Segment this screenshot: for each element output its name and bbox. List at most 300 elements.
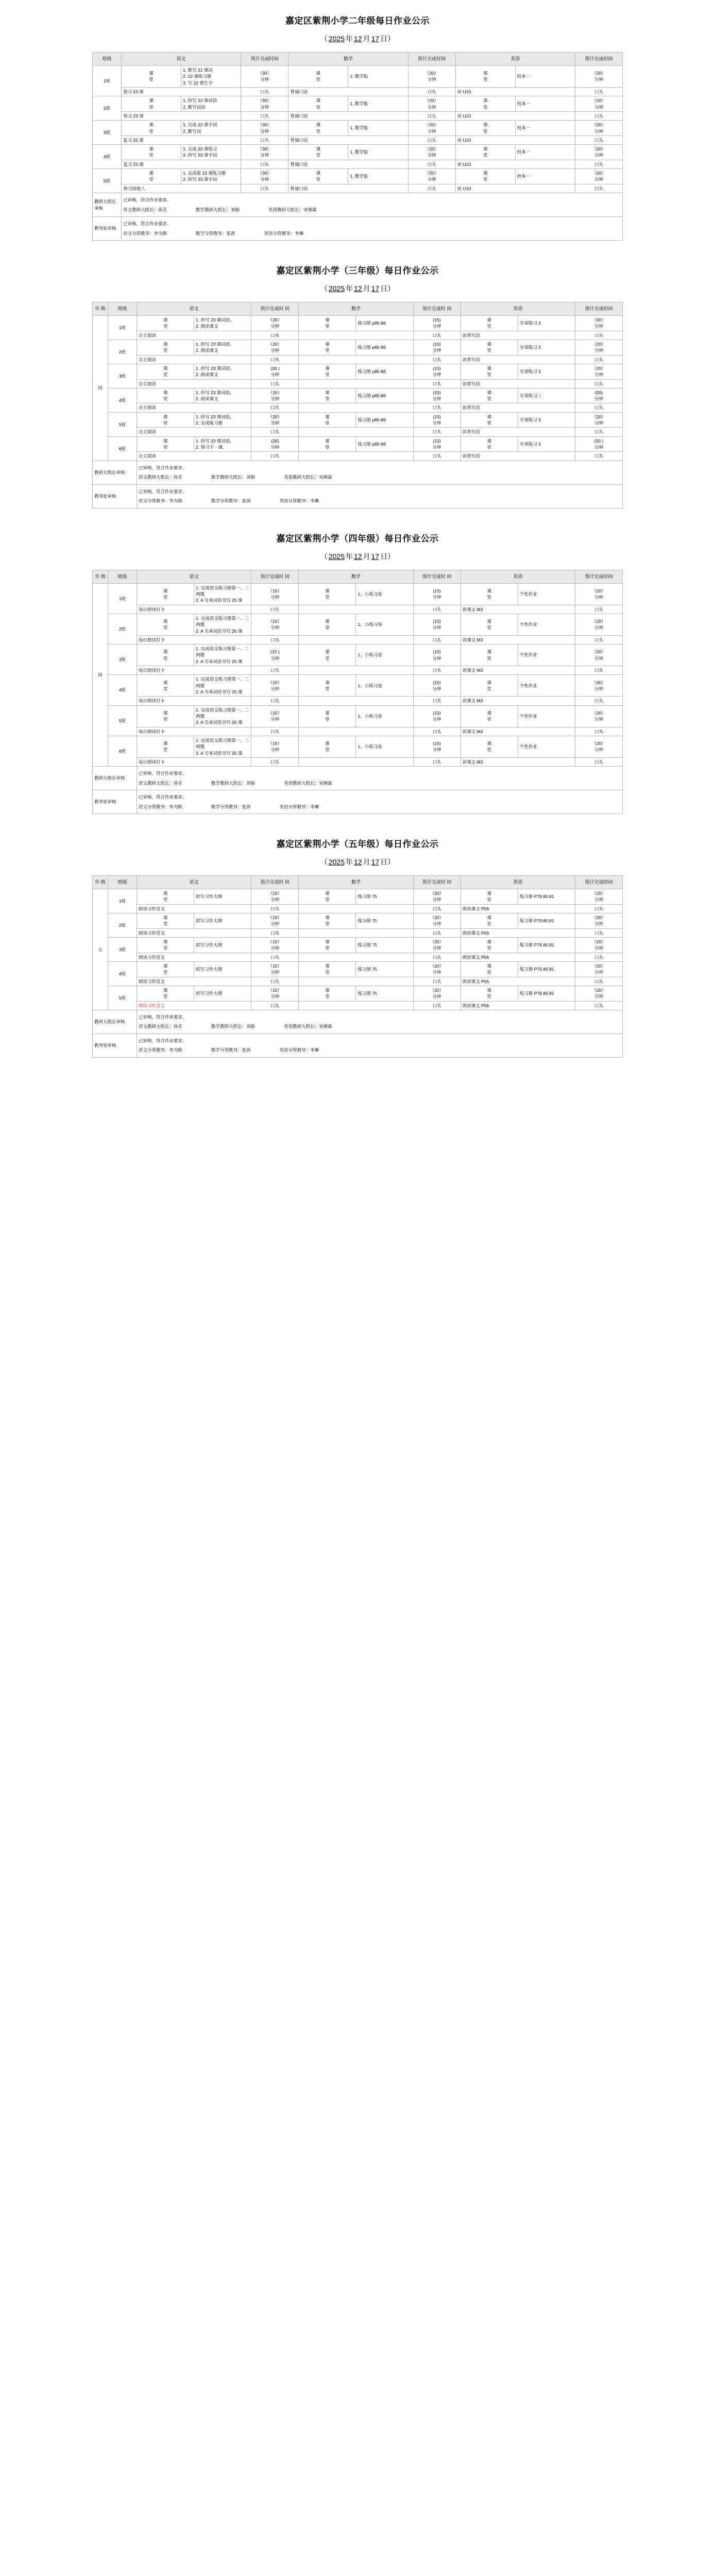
math-est-time: 口头 (413, 1001, 461, 1010)
classroom-char: 堂 (325, 655, 330, 661)
date-year: 2025 (328, 35, 345, 43)
english-est-time: （20） 分钟 (575, 169, 623, 184)
english-est-time: （20） 分钟 (575, 316, 623, 331)
math-est-time: 口头 (413, 977, 461, 986)
classroom-char: 课 (483, 122, 488, 128)
chinese-task: 朗读习作范文 (137, 953, 251, 961)
table-row (93, 340, 623, 355)
chinese-task: 每日朗读打卡 (137, 727, 251, 736)
chinese-task: 1. 抄写 23 课词语。 2. 预习下一课。 (194, 436, 251, 452)
classroom-marker-chinese (137, 961, 194, 977)
table-row (93, 145, 623, 160)
english-task: 校本一 (515, 169, 575, 184)
approved-text: 已审核，符合作业要求。 (139, 771, 187, 776)
header-english: 英语 (461, 570, 575, 583)
chinese-est-time: （15） 分钟 (251, 675, 299, 697)
chinese-task: 1. 完成 23 课练习 2. 抄写 23 课字词 (181, 145, 241, 160)
english-task: 专项练习 3 (518, 412, 575, 428)
reviewer-names (139, 804, 621, 810)
classroom-marker-english (461, 340, 518, 355)
math-est-time: (15) 分钟 (413, 705, 461, 727)
chinese-task: 自主阅读 (137, 331, 251, 340)
chinese-est-time: 口头 (251, 331, 299, 340)
math-task (299, 977, 413, 986)
classroom-char: 堂 (149, 177, 154, 182)
date-month: 12 (354, 552, 362, 561)
homework-table (92, 302, 623, 509)
classroom-char: 课 (163, 438, 168, 444)
table-row (93, 757, 623, 766)
reviewer-math: 数学教研大组长：刘娟 (196, 207, 240, 212)
grade-cell: 五 (93, 889, 108, 1010)
classroom-char: 课 (483, 171, 488, 176)
english-task: 专项练习 3 (518, 340, 575, 355)
classroom-marker-chinese (137, 705, 194, 727)
classroom-char: 堂 (487, 396, 491, 402)
classroom-char: 堂 (487, 655, 491, 661)
classroom-char: 课 (316, 71, 321, 76)
header-class: 班级 (93, 53, 122, 66)
chinese-task: 拟写习作大纲 (194, 938, 251, 953)
classroom-marker-math (299, 889, 356, 905)
review-body (137, 1010, 623, 1033)
english-est-time: 口头 (575, 757, 623, 766)
chinese-task: 朗读习作范文 (137, 904, 251, 913)
english-est-time: 口头 (575, 666, 623, 675)
chinese-task: 预习 23 课 (122, 87, 241, 96)
math-est-time: (15) 分钟 (413, 583, 461, 605)
english-task: 校本一 (515, 121, 575, 136)
classroom-char: 堂 (163, 396, 168, 402)
english-task: 朗读课文 P56 (461, 904, 575, 913)
math-task (299, 452, 413, 461)
english-task: 读背写话 (461, 331, 575, 340)
english-est-time: （20） 分钟 (575, 986, 623, 1001)
classroom-char: 堂 (487, 945, 491, 951)
table-row (93, 986, 623, 1001)
classroom-char: 堂 (487, 897, 491, 903)
classroom-char: 课 (487, 891, 491, 896)
english-task: 专项练习 3 (518, 316, 575, 331)
classroom-char: 堂 (163, 994, 168, 999)
classroom-char: 课 (487, 619, 491, 624)
chinese-task: 1. 抄写 23 课词语。 2. 朗读课文 (194, 388, 251, 403)
english-est-time: （20） 分钟 (575, 121, 623, 136)
math-task (299, 379, 413, 388)
classroom-char: 堂 (316, 152, 321, 158)
table-row (93, 889, 623, 905)
header-english-time: 预计完成时间 (575, 876, 623, 889)
math-task (299, 403, 413, 412)
header-grade: 年 级 (93, 570, 108, 583)
approved-text: 已审核，符合作业要求。 (139, 488, 187, 494)
homework-table (92, 570, 623, 815)
english-est-time: 口头 (575, 87, 623, 96)
page-title: 嘉定区紫荆小学二年级每日作业公示 (285, 16, 430, 26)
english-task: 读 U10 (455, 184, 575, 193)
chinese-est-time: 口头 (251, 757, 299, 766)
math-task: 1. 数学报 (348, 145, 408, 160)
classroom-marker-math (299, 340, 356, 355)
classroom-marker-math (299, 913, 356, 929)
sections-root (0, 0, 715, 1058)
class-name-cell: 5班 (108, 986, 137, 1010)
english-est-time: （20） 分钟 (575, 364, 623, 379)
english-task: 练习册 P79.80.81 (518, 913, 575, 929)
english-task: 读背写话 (461, 452, 575, 461)
english-task: 读 U10 (455, 87, 575, 96)
classroom-char: 课 (163, 680, 168, 685)
publish-date: （ 2025 年 12 月 17 日） (320, 35, 395, 43)
math-task: 背诵口诀 (288, 87, 408, 96)
classroom-char: 课 (325, 588, 330, 594)
english-est-time: 口头 (575, 428, 623, 436)
classroom-marker-math (299, 938, 356, 953)
table-row (93, 452, 623, 461)
classroom-char: 堂 (163, 625, 168, 631)
classroom-char: 课 (487, 710, 491, 716)
review-body (137, 461, 623, 484)
table-row (93, 111, 623, 120)
math-est-time: 口头 (413, 428, 461, 436)
header-math: 数学 (299, 876, 413, 889)
english-est-time: （20） 分钟 (575, 913, 623, 929)
classroom-char: 课 (325, 891, 330, 896)
chinese-task: 每日朗读打卡 (137, 666, 251, 675)
classroom-marker-chinese (137, 645, 194, 666)
chinese-task: 自主阅读 (137, 428, 251, 436)
reviewer-english: 英语分管教导：李琳 (279, 1047, 319, 1053)
math-est-time: 口头 (408, 184, 455, 193)
math-task (299, 953, 413, 961)
classroom-char: 课 (487, 680, 491, 685)
classroom-char: 课 (163, 341, 168, 347)
math-task: 练习册 p85-86 (356, 436, 413, 452)
reviewer-chinese: 语文教研大组长：孙芳 (139, 780, 183, 786)
table-row (93, 436, 623, 452)
reviewer-chinese: 语文分管教导：李为陈 (123, 230, 167, 236)
grade-cell: 四 (93, 316, 108, 461)
header-class: 班级 (108, 876, 137, 889)
classroom-char: 课 (325, 741, 330, 747)
classroom-marker-english (461, 889, 518, 905)
math-task (299, 727, 413, 736)
classroom-marker-math (288, 96, 348, 112)
math-task: 练习册 75 (356, 986, 413, 1001)
chinese-est-time: （15） 分钟 (251, 986, 299, 1001)
date-month: 12 (354, 284, 362, 293)
reviewer-chinese: 语文分管教导：李为陈 (139, 498, 183, 504)
classroom-char: 堂 (325, 970, 330, 975)
publish-date: （ 2025 年 12 月 17 日） (320, 858, 395, 867)
header-grade: 年 级 (93, 876, 108, 889)
teaching-office-row (93, 1033, 623, 1057)
english-est-time: （20） 分钟 (575, 736, 623, 757)
approved-text: 已审核，符合作业要求。 (139, 465, 187, 470)
reviewer-chinese: 语文教研大组长：孙芳 (123, 207, 167, 212)
table-row (93, 913, 623, 929)
math-est-time: （20） 分钟 (413, 961, 461, 977)
review-body (137, 767, 623, 790)
chinese-task: 1. 完成语文练习册第一、二两题 2. A 号本词语书写 25 课 (194, 614, 251, 635)
english-est-time: (20 ) 分钟 (575, 436, 623, 452)
table-row (93, 605, 623, 614)
chinese-est-time: （15） 分钟 (251, 938, 299, 953)
english-est-time: （20） 分钟 (575, 938, 623, 953)
classroom-char: 课 (487, 588, 491, 594)
classroom-marker-math (299, 614, 356, 635)
classroom-marker-english (461, 388, 518, 403)
english-est-time: 口头 (575, 727, 623, 736)
classroom-marker-chinese (137, 986, 194, 1001)
class-name-cell: 5班 (93, 169, 122, 193)
reviewer-names (139, 780, 621, 786)
chinese-task: 每日朗读打卡 (137, 697, 251, 705)
table-row (93, 953, 623, 961)
chinese-task: 1. 默写 21 课词 2. 22 课练习册 3. 写 22 课生字 (181, 66, 241, 88)
classroom-marker-english (455, 145, 515, 160)
chinese-task: 拟写习作大纲 (194, 913, 251, 929)
chinese-task: 1. 完成语文练习册第一、二两题 2. A 号本词语书写 25 课 (194, 736, 251, 757)
classroom-char: 堂 (487, 717, 491, 722)
classroom-char: 课 (483, 146, 488, 152)
class-name-cell: 2班 (108, 913, 137, 938)
table-row (93, 355, 623, 364)
header-english-time: 预计完成时间 (575, 302, 623, 316)
table-row (93, 403, 623, 412)
english-task: 个性作业 (518, 583, 575, 605)
chinese-est-time: 口头 (251, 379, 299, 388)
classroom-marker-english (455, 96, 515, 112)
chinese-est-time: 口头 (251, 452, 299, 461)
classroom-char: 课 (149, 122, 154, 128)
chinese-est-time: 口头 (251, 953, 299, 961)
english-task: 校本一 (515, 96, 575, 112)
chinese-est-time: （15） 分钟 (251, 913, 299, 929)
math-task: 练习册 p85-86 (356, 412, 413, 428)
class-name-cell: 3班 (108, 938, 137, 962)
english-est-time: 口头 (575, 403, 623, 412)
classroom-marker-english (461, 986, 518, 1001)
classroom-char: 课 (163, 649, 168, 655)
review-label: 教导处审核 (93, 484, 137, 508)
chinese-est-time: 口头 (251, 697, 299, 705)
classroom-marker-chinese (137, 388, 194, 403)
classroom-char: 课 (163, 389, 168, 395)
math-task: 1. 数学报 (348, 96, 408, 112)
classroom-char: 课 (487, 365, 491, 371)
table-row (93, 583, 623, 605)
reviewer-english: 英语教研大组长：宋俐霖 (284, 474, 332, 480)
class-name-cell: 3班 (93, 121, 122, 145)
table-row (93, 412, 623, 428)
table-row (93, 928, 623, 937)
english-est-time: 口头 (575, 111, 623, 120)
math-task (299, 635, 413, 644)
classroom-char: 课 (487, 389, 491, 395)
math-est-time: 口头 (408, 111, 455, 120)
classroom-char: 堂 (487, 994, 491, 999)
class-name-cell: 1班 (108, 889, 137, 913)
classroom-char: 课 (325, 317, 330, 323)
math-est-time: 口头 (413, 635, 461, 644)
class-name-cell: 3班 (108, 645, 137, 675)
classroom-char: 堂 (325, 372, 330, 378)
english-est-time: （20） 分钟 (575, 675, 623, 697)
table-row (93, 160, 623, 168)
english-est-time: 口头 (575, 904, 623, 913)
header-english-time: 预计完成时间 (575, 53, 623, 66)
classroom-char: 课 (316, 122, 321, 128)
english-task: 朗读课文 P56 (461, 1001, 575, 1010)
chinese-est-time: （30） 分钟 (241, 145, 288, 160)
classroom-marker-chinese (122, 169, 181, 184)
classroom-marker-math (299, 316, 356, 331)
math-est-time: (15) 分钟 (413, 645, 461, 666)
chinese-est-time: 口头 (241, 87, 288, 96)
math-est-time: 口头 (413, 355, 461, 364)
reviewer-chinese: 语文分管教导：李为陈 (139, 804, 183, 809)
classroom-marker-chinese (137, 736, 194, 757)
math-task (299, 904, 413, 913)
chinese-est-time: 口头 (251, 977, 299, 986)
english-task: 专项练习 3 (518, 436, 575, 452)
classroom-char: 课 (325, 680, 330, 685)
classroom-char: 堂 (149, 128, 154, 134)
class-name-cell: 4班 (108, 961, 137, 986)
english-task: 读课文 M3 (461, 757, 575, 766)
classroom-char: 堂 (316, 104, 321, 110)
header-math-time: 预计完成时 间 (413, 302, 461, 316)
classroom-char: 堂 (483, 152, 488, 158)
classroom-marker-math (299, 583, 356, 605)
reviewer-english: 英语分管教导：李琳 (279, 498, 319, 504)
english-task: 练习册 P79.80.81 (518, 938, 575, 953)
classroom-char: 堂 (325, 348, 330, 353)
chinese-est-time: （20） 分钟 (251, 412, 299, 428)
chinese-task: 1. 抄写 23 课词语。 2. 完成练习册 (194, 412, 251, 428)
review-label: 教研大组长审核 (93, 1010, 137, 1033)
classroom-char: 堂 (325, 921, 330, 927)
reviewer-names (139, 1023, 621, 1029)
classroom-char: 堂 (325, 625, 330, 631)
english-task: 读课文 M3 (461, 727, 575, 736)
classroom-char: 堂 (483, 177, 488, 182)
approved-text: 已审核，符合作业要求。 (139, 1014, 187, 1020)
classroom-char: 堂 (483, 128, 488, 134)
table-row (93, 364, 623, 379)
english-est-time: （20） 分钟 (575, 705, 623, 727)
classroom-char: 堂 (163, 747, 168, 753)
table-row (93, 977, 623, 986)
classroom-char: 堂 (163, 445, 168, 450)
classroom-char: 课 (325, 987, 330, 993)
chinese-task: 自主阅读 (137, 403, 251, 412)
math-est-time: 口头 (413, 666, 461, 675)
classroom-char: 堂 (487, 420, 491, 426)
table-header-row (93, 876, 623, 889)
classroom-char: 堂 (487, 372, 491, 378)
classroom-marker-math (299, 412, 356, 428)
math-task: 背诵口诀 (288, 135, 408, 144)
chinese-task: 1. 完成 22 课字词 2. 默写词 (181, 121, 241, 136)
classroom-char: 课 (325, 365, 330, 371)
english-est-time: （20） 分钟 (575, 66, 623, 88)
classroom-marker-english (461, 364, 518, 379)
review-label: 教研大组长审核 (93, 461, 137, 484)
classroom-char: 课 (163, 987, 168, 993)
english-est-time: (20) 分钟 (575, 388, 623, 403)
header-english-time: 预计完成时间 (575, 570, 623, 583)
math-task: 1、小练习卷 (356, 614, 413, 635)
classroom-char: 堂 (163, 970, 168, 975)
date-day: 17 (371, 284, 380, 293)
classroom-char: 堂 (163, 420, 168, 426)
classroom-marker-math (299, 705, 356, 727)
classroom-char: 课 (325, 649, 330, 655)
reviewer-math: 数学分管教导：张茜 (211, 498, 251, 504)
chinese-est-time: 口头 (251, 428, 299, 436)
date-day: 17 (371, 858, 380, 867)
classroom-char: 课 (163, 710, 168, 716)
classroom-char: 堂 (163, 945, 168, 951)
classroom-marker-math (299, 961, 356, 977)
math-est-time: (15) 分钟 (413, 736, 461, 757)
chinese-task: 每日朗读打卡 (137, 635, 251, 644)
chinese-task: 1. 完成语文练习册第一、二两题 2. A 号本词语书写 25 课 (194, 675, 251, 697)
reviewer-names (139, 1047, 621, 1053)
classroom-marker-english (455, 169, 515, 184)
chinese-est-time: （30） 分钟 (241, 66, 288, 88)
teaching-office-row (93, 790, 623, 814)
classroom-char: 课 (487, 438, 491, 444)
class-name-cell: 1班 (108, 583, 137, 614)
classroom-marker-chinese (137, 340, 194, 355)
math-est-time: 口头 (413, 379, 461, 388)
table-row (93, 121, 623, 136)
english-est-time: 口头 (575, 977, 623, 986)
header-math: 数学 (299, 570, 413, 583)
english-est-time: （20） 分钟 (575, 412, 623, 428)
homework-table (92, 52, 623, 241)
review-group-row (93, 193, 623, 217)
classroom-char: 课 (149, 171, 154, 176)
header-english: 英语 (461, 302, 575, 316)
reviewer-math: 数学教研大组长：刘娟 (211, 1024, 256, 1029)
review-body (137, 484, 623, 508)
english-task: 专项练习 3 (518, 364, 575, 379)
english-task: 朗读课文 P56 (461, 928, 575, 937)
classroom-marker-chinese (122, 96, 181, 112)
class-name-cell: 2班 (108, 614, 137, 644)
approved-text: 已审核，符合作业要求。 (139, 1038, 187, 1043)
table-row (93, 904, 623, 913)
header-chinese: 语文 (122, 53, 241, 66)
classroom-char: 堂 (163, 897, 168, 903)
classroom-char: 堂 (163, 324, 168, 329)
chinese-task: 1. 完成第 23 课练习册 2. 抄写 23 课字词 (181, 169, 241, 184)
math-task: 背诵口诀 (288, 160, 408, 168)
table-row (93, 1001, 623, 1010)
classroom-marker-math (299, 675, 356, 697)
review-group-row (93, 767, 623, 790)
classroom-marker-chinese (122, 66, 181, 88)
english-est-time: 口头 (575, 928, 623, 937)
chinese-task: 自主阅读 (137, 452, 251, 461)
english-task: 练习册 P79.80.81 (518, 986, 575, 1001)
chinese-est-time: 口头 (241, 184, 288, 193)
classroom-marker-english (461, 614, 518, 635)
